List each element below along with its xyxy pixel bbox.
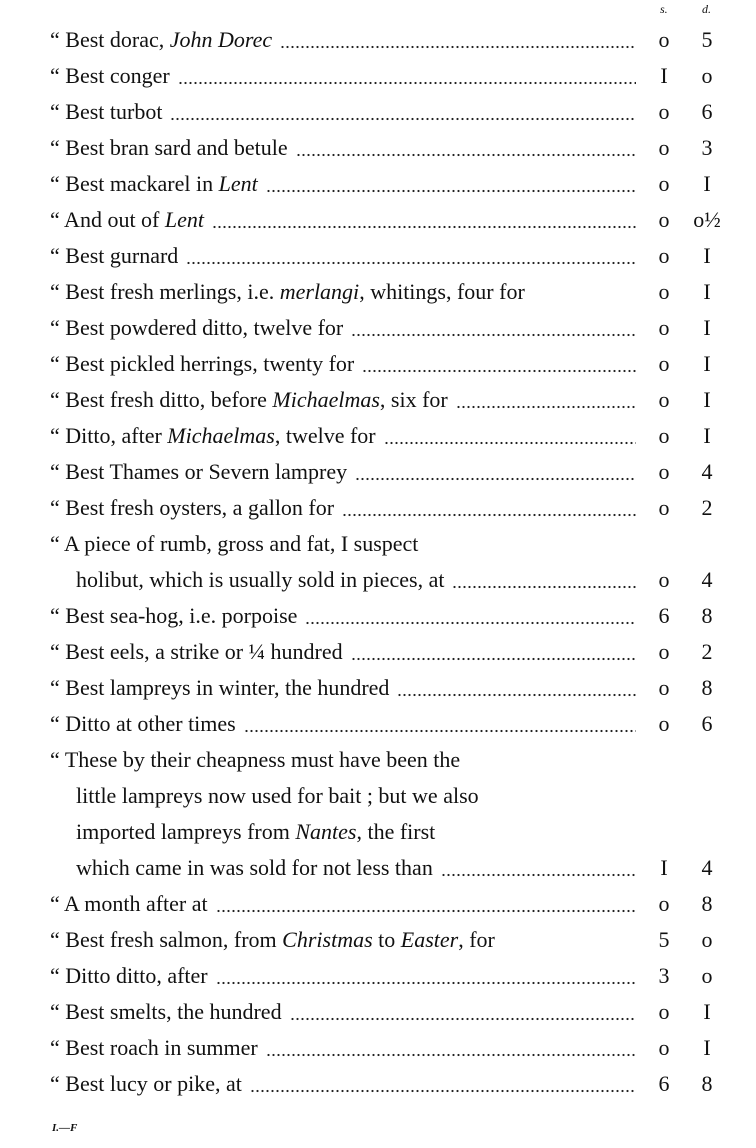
- dot-leader: [186, 261, 636, 265]
- list-item-line: [50, 382, 730, 418]
- dot-leader: [362, 369, 636, 373]
- dot-leader: [456, 405, 636, 409]
- pence-value: 8: [701, 603, 713, 628]
- pence-value: o: [701, 963, 713, 988]
- shillings-value: o: [658, 279, 670, 304]
- item-text: “ Best powdered ditto, twelve for: [50, 315, 344, 340]
- list-item-line: [50, 22, 730, 58]
- dot-leader: [212, 225, 636, 229]
- dot-leader: [296, 153, 636, 157]
- shillings-value: o: [658, 675, 670, 700]
- item-text: , twelve for: [274, 423, 376, 448]
- dot-leader: [305, 621, 636, 625]
- shillings-value: o: [658, 459, 670, 484]
- item-text: “ Best lucy or pike, at: [50, 1071, 242, 1096]
- item-text: “ Best fresh merlings, i.e.: [50, 279, 280, 304]
- pence-value: 8: [701, 675, 713, 700]
- dot-leader: [216, 909, 636, 913]
- pence-value: I: [703, 351, 711, 376]
- item-text: “ Ditto at other times: [50, 711, 236, 736]
- italic-text: John Dorec: [169, 27, 273, 52]
- shillings-value: o: [658, 387, 670, 412]
- shillings-value: o: [658, 567, 670, 592]
- pence-value: I: [703, 171, 711, 196]
- item-text: , whitings, four for: [359, 279, 525, 304]
- list-item-line: [50, 418, 730, 454]
- pence-value: 8: [701, 891, 713, 916]
- dot-leader: [250, 1089, 636, 1093]
- item-text: “ Best Thames or Severn lamprey: [50, 459, 348, 484]
- item-text: “ Best pickled herrings, twenty for: [50, 351, 355, 376]
- item-text: , the first: [356, 819, 436, 844]
- shillings-value: o: [658, 99, 670, 124]
- item-text: “ Best mackarel in: [50, 171, 219, 196]
- pence-value: o: [701, 63, 713, 88]
- list-item-line: [50, 598, 730, 634]
- item-text: “ And out of: [50, 207, 165, 232]
- item-text: “ Best fresh oysters, a gallon for: [50, 495, 335, 520]
- pence-value: o½: [693, 207, 721, 232]
- item-text: , for: [458, 927, 495, 952]
- pence-value: 2: [701, 495, 713, 520]
- shillings-value: o: [658, 711, 670, 736]
- shillings-value: o: [658, 1035, 670, 1060]
- list-item-line: [50, 526, 730, 562]
- pence-value: I: [703, 999, 711, 1024]
- shillings-value: I: [660, 855, 668, 880]
- list-item-line: [50, 166, 730, 202]
- italic-text: Lent: [164, 207, 205, 232]
- pence-value: I: [703, 279, 711, 304]
- dot-leader: [355, 477, 636, 481]
- pence-value: 3: [701, 135, 713, 160]
- dot-leader: [244, 729, 636, 733]
- list-item-line: [50, 274, 730, 310]
- item-text: which came in was sold for not less than: [76, 855, 433, 880]
- shillings-value: 5: [658, 927, 670, 952]
- item-text: “ Best dorac,: [50, 27, 170, 52]
- pence-value: I: [703, 423, 711, 448]
- item-text: “ Best sea-hog, i.e. porpoise: [50, 603, 298, 628]
- pence-value: 8: [701, 1071, 713, 1096]
- list-item-line: [50, 1030, 730, 1066]
- dot-leader: [216, 981, 636, 985]
- signature-mark: I.—F: [52, 1122, 78, 1134]
- pence-value: o: [701, 927, 713, 952]
- pence-value: 5: [701, 27, 713, 52]
- dot-leader: [397, 693, 636, 697]
- italic-text: Easter: [400, 927, 459, 952]
- list-item-line: [50, 706, 730, 742]
- shillings-value: o: [658, 495, 670, 520]
- list-item-line: [50, 130, 730, 166]
- item-text: “ Best gurnard: [50, 243, 179, 268]
- shillings-value: o: [658, 351, 670, 376]
- item-text: “ Ditto, after: [50, 423, 168, 448]
- dot-leader: [351, 333, 636, 337]
- pence-value: 6: [701, 711, 713, 736]
- italic-text: Michaelmas: [167, 423, 275, 448]
- shillings-value: 6: [658, 1071, 670, 1096]
- dot-leader: [441, 873, 636, 877]
- item-text: “ Best roach in summer: [50, 1035, 258, 1060]
- item-text: “ Best fresh salmon, from: [50, 927, 283, 952]
- pence-value: 4: [701, 855, 713, 880]
- dot-leader: [266, 1053, 636, 1057]
- italic-text: Michaelmas: [272, 387, 380, 412]
- item-text: little lampreys now used for bait ; but we also: [76, 783, 479, 808]
- dot-leader: [351, 657, 636, 661]
- dot-leader: [178, 81, 636, 85]
- list-item-line: [50, 202, 730, 238]
- pence-value: I: [703, 315, 711, 340]
- list-item-line: [50, 310, 730, 346]
- item-text: , six for: [379, 387, 448, 412]
- item-text: “ Best lampreys in winter, the hundred: [50, 675, 390, 700]
- list-item-line: [50, 958, 730, 994]
- list-item-line: [50, 814, 730, 850]
- list-item-line: [50, 634, 730, 670]
- list-item-line: [50, 994, 730, 1030]
- shillings-value: o: [658, 423, 670, 448]
- shillings-value: o: [658, 135, 670, 160]
- dot-leader: [280, 45, 636, 49]
- item-text: “ Best fresh ditto, before: [50, 387, 273, 412]
- shillings-value: I: [660, 63, 668, 88]
- pence-value: 2: [701, 639, 713, 664]
- shillings-value: o: [658, 639, 670, 664]
- item-text: imported lampreys from: [76, 819, 296, 844]
- pence-value: I: [703, 1035, 711, 1060]
- dot-leader: [170, 117, 636, 121]
- item-text: “ A month after at: [50, 891, 208, 916]
- item-text: “ Best turbot: [50, 99, 163, 124]
- shillings-value: o: [658, 27, 670, 52]
- pence-value: I: [703, 387, 711, 412]
- item-text: “ Best eels, a strike or ¼ hundred: [50, 639, 343, 664]
- list-item-line: [50, 58, 730, 94]
- list-item-line: [50, 238, 730, 274]
- italic-text: Christmas: [282, 927, 373, 952]
- item-text: “ Best smelts, the hundred: [50, 999, 282, 1024]
- shillings-value: o: [658, 243, 670, 268]
- pence-value: 6: [701, 99, 713, 124]
- item-text: to: [372, 927, 401, 952]
- pence-value: 4: [701, 567, 713, 592]
- shillings-column-header: s.: [660, 2, 668, 16]
- shillings-value: 3: [658, 963, 670, 988]
- list-item-line: [50, 454, 730, 490]
- list-item-line: [50, 778, 730, 814]
- item-text: “ A piece of rumb, gross and fat, I suspect: [50, 531, 419, 556]
- list-item-line: [50, 670, 730, 706]
- dot-leader: [452, 585, 636, 589]
- dot-leader: [342, 513, 636, 517]
- italic-text: Lent: [218, 171, 258, 196]
- shillings-value: o: [658, 891, 670, 916]
- item-text: “ Best bran sard and betule: [50, 135, 288, 160]
- dot-leader: [384, 441, 636, 445]
- shillings-value: o: [658, 999, 670, 1024]
- list-item-line: [50, 922, 730, 958]
- item-text: “ Best conger: [50, 63, 170, 88]
- item-text: “ Ditto ditto, after: [50, 963, 208, 988]
- shillings-value: 6: [658, 603, 670, 628]
- pence-column-header: d.: [702, 2, 711, 16]
- pence-value: 4: [701, 459, 713, 484]
- list-item-line: [50, 742, 730, 778]
- list-item-line: [50, 1066, 730, 1102]
- item-text: holibut, which is usually sold in pieces, at: [76, 567, 445, 592]
- list-item-line: [50, 886, 730, 922]
- dot-leader: [266, 189, 636, 193]
- list-item-line: [50, 490, 730, 526]
- pence-value: I: [703, 243, 711, 268]
- italic-text: Nantes: [295, 819, 357, 844]
- shillings-value: o: [658, 207, 670, 232]
- shillings-value: o: [658, 315, 670, 340]
- list-item-line: [50, 562, 730, 598]
- dot-leader: [290, 1017, 636, 1021]
- list-item-line: [50, 346, 730, 382]
- list-item-line: [50, 850, 730, 886]
- shillings-value: o: [658, 171, 670, 196]
- italic-text: merlangi: [279, 279, 360, 304]
- item-text: “ These by their cheapness must have been the: [50, 747, 461, 772]
- list-item-line: [50, 94, 730, 130]
